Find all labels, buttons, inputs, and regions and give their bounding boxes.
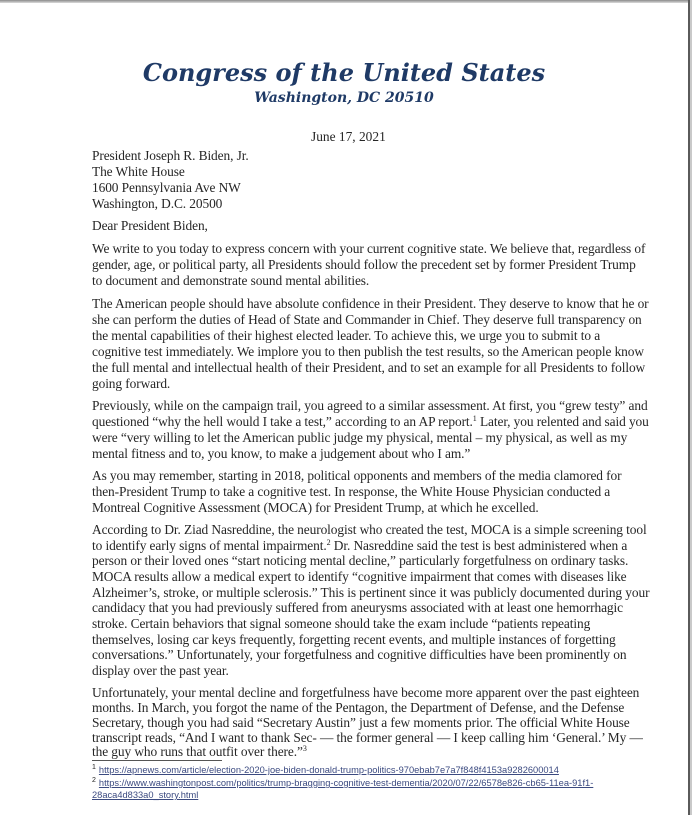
letterhead-subtitle: Washington, DC 20510: [254, 90, 434, 106]
footnote-2-continued: [92, 789, 198, 801]
footnote-1: [92, 764, 559, 776]
address-line: 1600 Pennsylvania Ave NW: [92, 180, 241, 195]
paragraph-line: were “very willing to let the American public judge my physical, mental – my physical, as well as my: [92, 430, 628, 445]
paragraph-line: [92, 414, 649, 430]
footnote-link[interactable]: 28aca4d833a0_story.html: [92, 790, 199, 800]
line-text: the guy who runs that outfit over there.”: [92, 744, 303, 759]
paragraph-line: the mental capabilities of their highest elected leader. To achieve this, we urge you to submit to a: [92, 328, 601, 343]
paragraph-line: person or their loved ones “start noticing mental decline,” particularly forgetfulness on ordinary tasks.: [92, 553, 629, 568]
paragraph-line: gender, age, or political party, all Presidents should follow the precedent set by former President Trump: [92, 257, 636, 272]
paragraph-line: mental fitness and to, you know, to make a judgement about who I am.”: [92, 446, 471, 461]
footnote-ref[interactable]: 3: [302, 744, 307, 753]
footnote-number: 2: [92, 777, 96, 784]
paragraph-line: months. In March, you forgot the name of the Pentagon, the Department of Defense, and the Defense: [92, 700, 625, 715]
paragraph-line: candidacy that you had previously suffered from aneurysms associated with at least one hemorrhagic: [92, 600, 623, 615]
paragraph-line: MOCA results allow a medical expert to identify “cognitive impairment that comes with diseases like: [92, 569, 627, 584]
paragraph-line: she can perform the duties of Head of State and Commander in Chief. They deserve full transparency on: [92, 312, 642, 327]
paragraph-line: conversations.” Unfortunately, your forgetfulness and cognitive difficulties have been prominently on: [92, 647, 627, 662]
address-line: Washington, D.C. 20500: [92, 196, 223, 211]
paragraph-line: stroke. Certain behaviors that signal someone should take the exam include “patients repeating: [92, 616, 591, 631]
footnote-number: 1: [92, 764, 96, 771]
page-top-edge: [0, 0, 688, 3]
footnote-separator: [92, 760, 222, 761]
paragraph-line: Previously, while on the campaign trail, you agreed to a similar assessment. At first, you “grew testy” and: [92, 398, 648, 413]
paragraph-line: [92, 538, 627, 554]
paragraph-line: cognitive test immediately. We implore you to then publish the test results, so the American people know: [92, 344, 644, 359]
line-text: questioned “why the hell would I take a test,” according to an AP report.: [92, 414, 473, 429]
line-text: to identify early signs of mental impairment.: [92, 538, 327, 553]
salutation: Dear President Biden,: [92, 218, 208, 233]
paragraph-line: going forward.: [92, 376, 171, 391]
footnote-link[interactable]: https://apnews.com/article/election-2020-joe-biden-donald-trump-politics-970ebab7e7a7f848f4153a9282600014: [98, 765, 559, 775]
paragraph-line: transcript reads, “And I want to thank Sec- — the former general — I keep calling him ‘General.’ My —: [92, 730, 643, 745]
footnote-ref[interactable]: 1: [472, 414, 477, 423]
address-line: President Joseph R. Biden, Jr.: [92, 148, 249, 163]
paragraph-line: then-President Trump to take a cognitive test. In response, the White House Physician conducted a: [92, 484, 611, 499]
paragraph-line: themselves, losing car keys frequently, forgetting recent events, and multiple instances of forgetting: [92, 632, 616, 647]
paragraph-line: Montreal Cognitive Assessment (MOCA) for President Trump, at which he excelled.: [92, 500, 539, 515]
paragraph-line: As you may remember, starting in 2018, political opponents and members of the media clamored for: [92, 468, 622, 483]
paragraph-line: We write to you today to express concern with your current cognitive state. We believe that, regardless of: [92, 241, 646, 256]
letter-date: June 17, 2021: [311, 129, 386, 144]
paragraph-line: [92, 744, 307, 760]
footnote-2: [92, 777, 593, 789]
paragraph-line: to document and demonstrate sound mental abilities.: [92, 273, 370, 288]
footnote-ref[interactable]: 2: [326, 538, 331, 547]
line-text: Dr. Nasreddine said the test is best administered when a: [333, 538, 628, 553]
footnote-link[interactable]: https://www.washingtonpost.com/politics/trump-bragging-cognitive-test-dementia/2020/07/22/6578e826-cb65-11ea-91f1-: [98, 778, 594, 788]
paragraph-line: Secretary, though you had said “Secretary Austin” just a few moments prior. The official White House: [92, 715, 630, 730]
paragraph-line: According to Dr. Ziad Nasreddine, the neurologist who created the test, MOCA is a simple screening tool: [92, 522, 647, 537]
paragraph-line: Unfortunately, your mental decline and forgetfulness have become more apparent over the past eighteen: [92, 685, 640, 700]
line-text: Later, you relented and said you: [479, 414, 649, 429]
address-line: The White House: [92, 164, 185, 179]
letterhead-title: Congress of the United States: [142, 58, 546, 87]
paragraph-line: the full mental and intellectual health of their President, and to set an example for all Presidents to follow: [92, 360, 646, 375]
paragraph-line: display over the past year.: [92, 663, 229, 678]
paragraph-line: Alzheimer’s, stroke, or multiple sclerosis.” This is pertinent since it was publicly documented during your: [92, 585, 650, 600]
paragraph-line: The American people should have absolute confidence in their President. They deserve to know that he or: [92, 296, 649, 311]
